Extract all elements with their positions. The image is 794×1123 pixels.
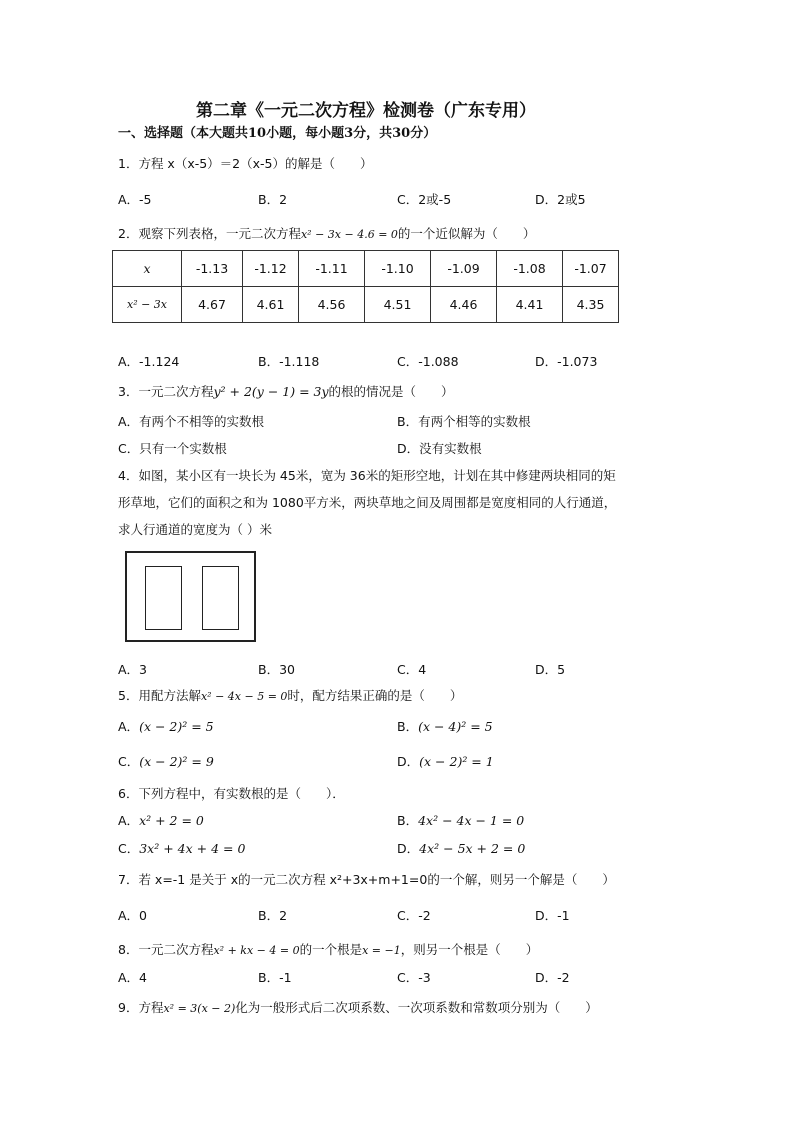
- q3-option-d[interactable]: D．没有实数根: [397, 441, 482, 456]
- q5-option-d[interactable]: [397, 752, 494, 770]
- table-cell: -1.11: [299, 251, 365, 287]
- q7-option-c[interactable]: C．-2: [397, 908, 431, 923]
- q6-option-a-math: x² + 2 = 0: [139, 813, 204, 828]
- q4-option-c[interactable]: C．4: [397, 662, 427, 677]
- q6-option-d[interactable]: [397, 839, 525, 857]
- table-row: [113, 287, 619, 323]
- q8-option-c[interactable]: C．-3: [397, 970, 431, 985]
- q3-option-c[interactable]: C．只有一个实数根: [118, 441, 227, 456]
- q5-option-c-math: (x − 2)² = 9: [139, 754, 214, 769]
- q9-stem-before: 9．方程: [118, 1000, 164, 1015]
- q3-stem-before: 3．一元二次方程: [118, 384, 214, 399]
- q7-option-d[interactable]: D．-1: [535, 908, 570, 923]
- q2-option-a[interactable]: A．-1.124: [118, 354, 180, 369]
- q6-option-b-letter: B．: [397, 813, 419, 828]
- lawn-right-rectangle: [202, 566, 239, 630]
- q8-option-b[interactable]: B．-1: [258, 970, 292, 985]
- q5-option-b-math: (x − 4)² = 5: [418, 719, 493, 734]
- table-cell: -1.08: [497, 251, 563, 287]
- q6-option-a-letter: A．: [118, 813, 140, 828]
- q5-equation: x² − 4x − 5 = 0: [200, 690, 288, 703]
- table-cell: 4.46: [431, 287, 497, 323]
- q6-option-b-math: 4x² − 4x − 1 = 0: [418, 813, 525, 828]
- question-4-line-3: 求人行通道的宽度为（ ）米: [118, 522, 272, 537]
- q4-option-a[interactable]: A．3: [118, 662, 148, 677]
- table-cell: 4.51: [365, 287, 431, 323]
- table-header-x: x: [113, 251, 182, 287]
- q8-root: x = −1: [362, 944, 401, 957]
- q5-stem-after: 时，配方结果正确的是（ ）: [287, 688, 463, 703]
- table-cell: 4.61: [243, 287, 299, 323]
- q6-option-b[interactable]: [397, 811, 524, 829]
- section-heading: 一、选择题（本大题共10小题，每小题3分，共30分）: [118, 126, 437, 141]
- page-title: 第二章《一元二次方程》检测卷（广东专用）: [196, 101, 536, 121]
- q2-stem-after: 的一个近似解为（ ）: [397, 226, 536, 241]
- table-cell: 4.67: [182, 287, 243, 323]
- question-7-stem: 7．若 x=-1 是关于 x的一元二次方程 x²+3x+m+1=0的一个解，则另一个解是（ ）: [118, 872, 615, 887]
- q4-option-b[interactable]: B．30: [258, 662, 295, 677]
- q3-option-b[interactable]: B．有两个相等的实数根: [397, 414, 531, 429]
- q5-option-b[interactable]: [397, 717, 493, 735]
- q6-option-c-math: 3x² + 4x + 4 = 0: [139, 841, 246, 856]
- table-header-expression: x² − 3x: [113, 287, 182, 323]
- q2-equation: x² − 3x − 4.6 = 0: [300, 228, 398, 241]
- q6-option-a[interactable]: [118, 811, 204, 829]
- question-3-stem: [118, 382, 454, 400]
- question-5-stem: [118, 686, 462, 704]
- q5-stem-before: 5．用配方法解: [118, 688, 201, 703]
- q6-option-d-math: 4x² − 5x + 2 = 0: [419, 841, 526, 856]
- q1-option-d[interactable]: D．2或5: [535, 192, 586, 207]
- question-9-stem: [118, 998, 598, 1016]
- q5-option-d-math: (x − 2)² = 1: [419, 754, 494, 769]
- q8-equation: x² + kx − 4 = 0: [213, 944, 300, 957]
- table-cell: -1.10: [365, 251, 431, 287]
- q8-stem-after: ，则另一个根是（ ）: [400, 942, 539, 957]
- q3-stem-after: 的根的情况是（ ）: [328, 384, 454, 399]
- q3-option-a[interactable]: A．有两个不相等的实数根: [118, 414, 265, 429]
- table-cell: 4.35: [563, 287, 619, 323]
- q5-option-d-letter: D．: [397, 754, 420, 769]
- q9-stem-after: 化为一般形式后二次项系数、一次项系数和常数项分别为（ ）: [235, 1000, 598, 1015]
- q7-option-b[interactable]: B．2: [258, 908, 288, 923]
- q1-option-b[interactable]: B．2: [258, 192, 288, 207]
- q5-option-a-math: (x − 2)² = 5: [139, 719, 214, 734]
- table-cell: 4.56: [299, 287, 365, 323]
- table-cell: -1.09: [431, 251, 497, 287]
- q8-option-d[interactable]: D．-2: [535, 970, 570, 985]
- q8-stem-mid: 的一个根是: [299, 942, 363, 957]
- q3-equation: y² + 2(y − 1) = 3y: [213, 384, 329, 399]
- q5-option-c-letter: C．: [118, 754, 140, 769]
- table-cell: 4.41: [497, 287, 563, 323]
- question-4-line-2: 形草地，它们的面积之和为 1080平方米，两块草地之间及周围都是宽度相同的人行通道，: [118, 495, 617, 510]
- q5-option-b-letter: B．: [397, 719, 419, 734]
- q1-option-c[interactable]: C．2或-5: [397, 192, 452, 207]
- q1-option-a[interactable]: A．-5: [118, 192, 152, 207]
- q8-option-a[interactable]: A．4: [118, 970, 148, 985]
- question-8-stem: [118, 940, 538, 958]
- q9-equation: x² = 3(x − 2): [163, 1002, 236, 1015]
- q7-option-a[interactable]: A．0: [118, 908, 148, 923]
- q6-option-d-letter: D．: [397, 841, 420, 856]
- question-6-stem: 6．下列方程中，有实数根的是（ ）．: [118, 786, 345, 801]
- q2-option-d[interactable]: D．-1.073: [535, 354, 598, 369]
- q2-stem-before: 2．观察下列表格，一元二次方程: [118, 226, 301, 241]
- q2-value-table: [112, 250, 619, 323]
- q4-option-d[interactable]: D．5: [535, 662, 566, 677]
- q2-option-b[interactable]: B．-1.118: [258, 354, 320, 369]
- q5-option-a[interactable]: [118, 717, 214, 735]
- q8-stem-before: 8．一元二次方程: [118, 942, 214, 957]
- q6-option-c-letter: C．: [118, 841, 140, 856]
- question-2-stem: [118, 224, 535, 242]
- lawn-left-rectangle: [145, 566, 182, 630]
- q5-option-a-letter: A．: [118, 719, 140, 734]
- q5-option-c[interactable]: [118, 752, 214, 770]
- q2-option-c[interactable]: C．-1.088: [397, 354, 459, 369]
- question-1-stem: 1．方程 x（x-5）＝2（x-5）的解是（ ）: [118, 156, 373, 171]
- table-cell: -1.13: [182, 251, 243, 287]
- table-cell: -1.12: [243, 251, 299, 287]
- q6-option-c[interactable]: [118, 839, 245, 857]
- question-4-line-1: 4．如图，某小区有一块长为 45米，宽为 36米的矩形空地，计划在其中修建两块相同的矩: [118, 468, 616, 483]
- table-cell: -1.07: [563, 251, 619, 287]
- table-row: [113, 251, 619, 287]
